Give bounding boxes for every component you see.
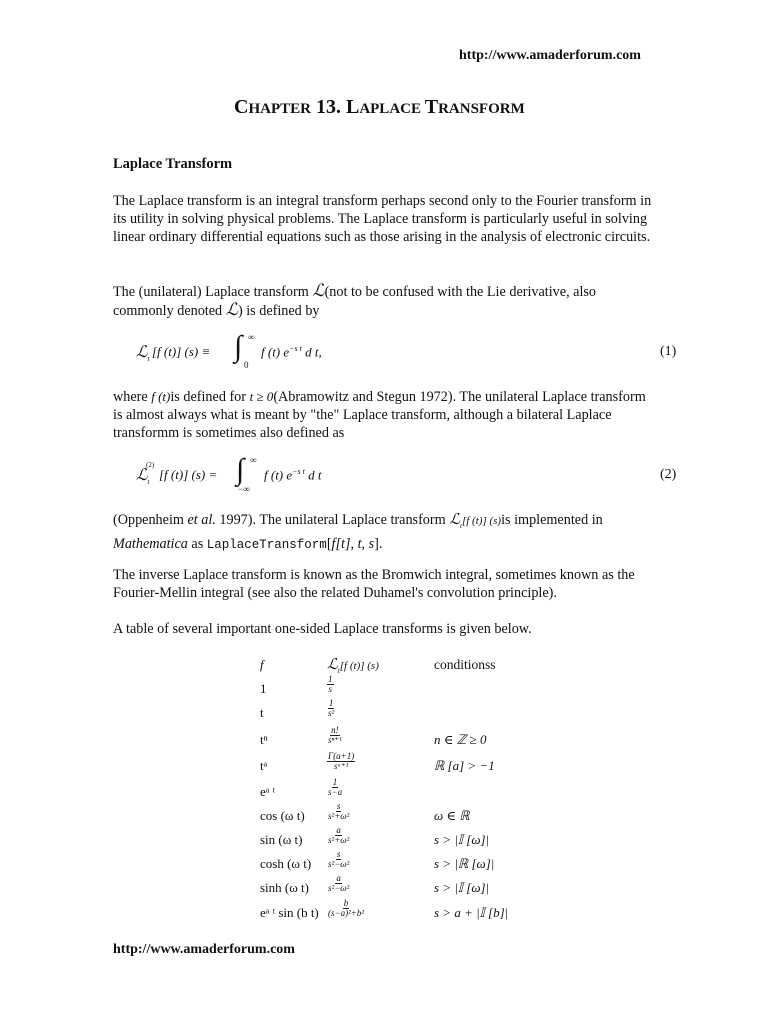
- text-run: (not to be confused with the Lie derivative, also commonly denoted: [113, 284, 597, 319]
- equation-lhs: [f (t)] (s) ≡: [152, 344, 211, 359]
- fraction-numerator: s: [336, 801, 341, 811]
- table-row-transform: [327, 778, 343, 797]
- laplace-script-l-icon: ℒ: [225, 300, 238, 319]
- integral-upper-limit: ∞: [250, 455, 257, 465]
- footer-url[interactable]: http://www.amaderforum.com: [113, 942, 295, 957]
- fraction: [327, 802, 350, 821]
- integral-lower-limit: 0: [244, 360, 249, 370]
- fraction-denominator: s−a: [328, 787, 343, 797]
- chapter-title-part: 13.: [310, 96, 346, 118]
- paragraph-inverse: The inverse Laplace transform is known as the Bromwich integral, sometimes known as the Fourier-Mellin integral (see also the related Duhamel's convolution principle).: [113, 567, 635, 601]
- equation-integrand: [261, 344, 322, 360]
- fraction: [327, 778, 343, 797]
- fraction: [327, 752, 355, 771]
- differential: d t,: [301, 344, 322, 360]
- fraction: [327, 850, 350, 869]
- fraction: [327, 874, 350, 893]
- text-run: is implemented in: [501, 512, 603, 528]
- table-row-function: t: [260, 705, 264, 720]
- table-row-transform: [327, 752, 355, 771]
- fraction-denominator: s: [328, 684, 332, 694]
- table-row-transform: [327, 802, 350, 821]
- table-header-conditions: conditionss: [434, 657, 496, 672]
- differential: d t: [304, 467, 322, 483]
- fraction-denominator: sⁿ⁺¹: [328, 735, 342, 745]
- table-row-condition: s > |𝕀 [ω]|: [434, 832, 490, 847]
- paragraph-definition: [113, 282, 658, 320]
- fraction: [327, 699, 335, 718]
- chapter-title-part: RANSFORM: [438, 101, 525, 117]
- table-row-function: 1: [260, 681, 267, 696]
- inline-math: t ≥ 0: [249, 389, 274, 404]
- text-run: et al.: [187, 512, 216, 528]
- integrand-text: f (t) e: [264, 467, 293, 483]
- equation-integrand: [264, 467, 322, 483]
- table-row-condition: n ∈ ℤ ≥ 0: [434, 732, 487, 747]
- chapter-title-part: APLACE: [359, 101, 425, 117]
- equation-number: (1): [660, 344, 677, 359]
- paragraph-table-intro: A table of several important one-sided Laplace transforms is given below.: [113, 621, 532, 637]
- table-header-f: f: [260, 657, 264, 672]
- table-row-function: tⁿ: [260, 732, 268, 747]
- table-row-condition: ω ∈ ℝ: [434, 808, 470, 823]
- table-row-function: sin (ω t): [260, 832, 303, 847]
- fraction-numerator: a: [336, 825, 341, 835]
- table-row-transform: [327, 699, 335, 718]
- table-row-transform: [327, 726, 343, 745]
- fraction-numerator: 1: [328, 698, 334, 708]
- fraction: [327, 726, 343, 745]
- fraction: [327, 826, 350, 845]
- fraction-denominator: s²−ω²: [328, 859, 350, 869]
- equation-number: (2): [660, 467, 677, 482]
- fraction: [327, 675, 334, 694]
- laplace-script-l-icon: ℒ$_t$: [136, 344, 150, 364]
- text-run: (Oppenheim: [113, 512, 188, 528]
- table-row-function: eᵃ ᵗ: [260, 784, 276, 799]
- fraction-numerator: s: [336, 849, 341, 859]
- header-url[interactable]: http://www.amaderforum.com: [459, 48, 641, 63]
- chapter-title-part: L: [345, 96, 360, 118]
- equation-1: [136, 332, 696, 372]
- code-laplace-transform: LaplaceTransform: [206, 538, 327, 552]
- chapter-title-part: HAPTER: [248, 101, 311, 117]
- text-run: 1997). The unilateral Laplace transform: [215, 512, 450, 528]
- integral-upper-limit: ∞: [248, 332, 255, 342]
- fraction-denominator: (s−a)²+b²: [328, 908, 365, 918]
- table-row-transform: [327, 675, 334, 694]
- fraction-numerator: n!: [331, 725, 339, 735]
- fraction-denominator: s²+ω²: [328, 811, 350, 821]
- table-row-condition: ℝ [a] > −1: [434, 758, 495, 773]
- text-run: where: [113, 389, 152, 405]
- fraction-numerator: b: [343, 898, 349, 908]
- integral-lower-limit: −∞: [238, 484, 250, 494]
- text-run: f[t], t, s: [331, 536, 375, 552]
- integral-sign-icon: ∫: [234, 330, 243, 363]
- text-run: Mathematica: [113, 536, 188, 552]
- paragraph-implementation: [113, 511, 658, 554]
- table-row-function: tᵃ: [260, 758, 268, 773]
- exponent: −s t: [292, 467, 305, 476]
- paragraph-where: [113, 388, 658, 442]
- laplace-script-l-icon: ℒ: [312, 281, 325, 300]
- table-row-transform: [327, 899, 365, 918]
- text-run: ) is defined by: [237, 303, 320, 319]
- fraction-numerator: 1: [332, 777, 338, 787]
- section-heading: Laplace Transform: [113, 156, 233, 172]
- inline-math: f (t): [151, 389, 171, 404]
- fraction: [327, 899, 365, 918]
- equation-superscript: (2): [146, 461, 155, 469]
- paragraph-intro: The Laplace transform is an integral transform perhaps second only to the Fourier transform in its utility in solving physical problems. The Laplace transform is particularly useful in solving linear ordinary differential equations such as those arising in the analysis of electronic circuits.: [113, 193, 652, 245]
- fraction-denominator: s²+ω²: [328, 835, 350, 845]
- table-row-function: sinh (ω t): [260, 880, 309, 895]
- table-row-condition: s > |𝕀 [ω]|: [434, 880, 490, 895]
- equation-lhs: [f (t)] (s) =: [159, 467, 218, 482]
- fraction-denominator: s²: [328, 708, 335, 718]
- laplace-script-l-icon: ℒ$_t$: [136, 467, 150, 487]
- fraction-numerator: a: [336, 873, 341, 883]
- text-run: (Abramowitz and Stegun 1972). The unilateral Laplace transform is almost always what is meant by "the" Laplace transform, although a bilateral Laplace transformm is sometimes also defined as: [113, 389, 646, 441]
- table-row-transform: [327, 874, 350, 893]
- table-row-function: cosh (ω t): [260, 856, 312, 871]
- table-row-function: cos (ω t): [260, 808, 305, 823]
- integral-sign-icon: ∫: [236, 453, 245, 486]
- table-row-condition: s > |ℝ [ω]|: [434, 856, 495, 871]
- text-run: as: [187, 536, 207, 552]
- chapter-title: [234, 96, 525, 119]
- exponent: −s t: [289, 344, 302, 353]
- chapter-title-part: C: [234, 96, 249, 118]
- laplace-script-l-icon: ℒ$_t$: [449, 512, 462, 530]
- inline-math: [f (t)] (s): [461, 515, 502, 527]
- fraction-numerator: 1: [328, 674, 333, 684]
- text-run: [: [326, 536, 332, 552]
- table-row-condition: s > a + |𝕀 [b]|: [434, 905, 509, 920]
- text-run: is defined for: [170, 389, 250, 405]
- text-run: ].: [374, 536, 383, 552]
- table-row-function: eᵃ ᵗ sin (b t): [260, 905, 319, 920]
- table-header-transform: [327, 655, 379, 675]
- integrand-text: f (t) e: [261, 344, 290, 360]
- fraction-denominator: sᵃ⁺¹: [333, 761, 349, 771]
- text-run: The (unilateral) Laplace transform: [113, 284, 313, 300]
- table-row-transform: [327, 826, 350, 845]
- equation-2: [136, 455, 696, 497]
- fraction-denominator: s²−ω²: [328, 883, 350, 893]
- laplace-script-l-icon: ℒ$_t$: [327, 657, 340, 675]
- fraction-numerator: Γ(a+1): [328, 751, 355, 761]
- table-header-transform-text: [f (t)] (s): [339, 660, 379, 672]
- table-row-transform: [327, 850, 350, 869]
- chapter-title-part: T: [424, 96, 439, 118]
